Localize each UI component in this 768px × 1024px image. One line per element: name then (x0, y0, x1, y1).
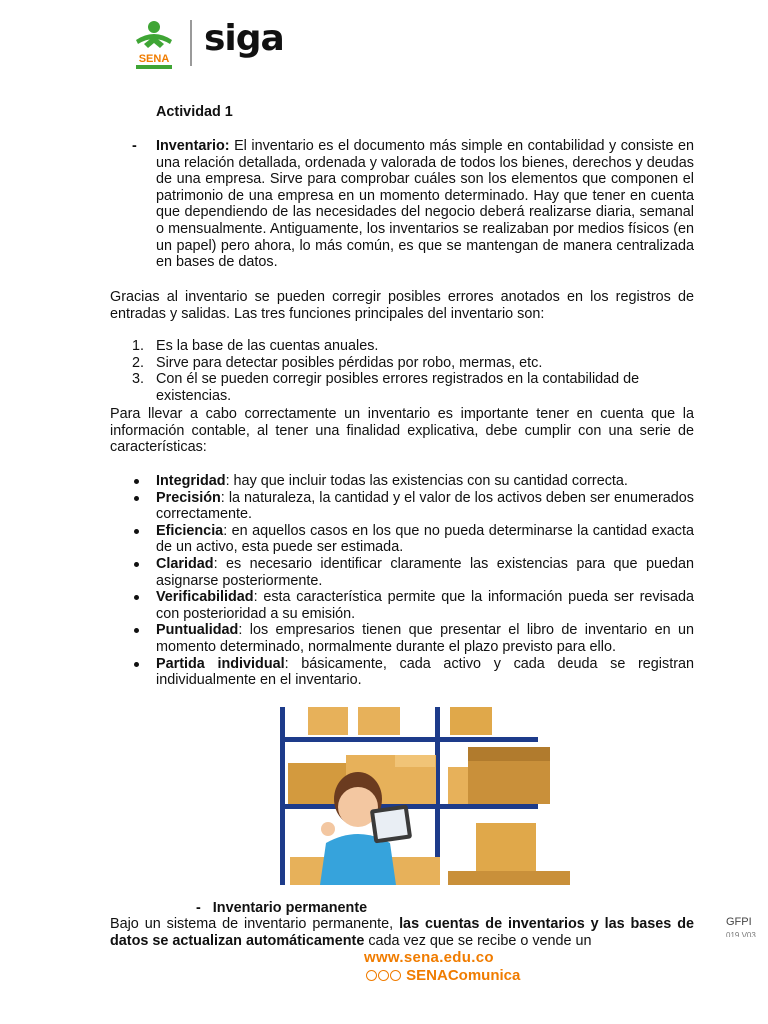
list-item (110, 656, 694, 689)
header (40, 14, 370, 72)
list-number: 3. (132, 371, 145, 388)
characteristic-text: : la naturaleza, la cantidad y el valor de los activos deben ser enumerados correctamente. (156, 489, 694, 523)
characteristic-text: : hay que incluir todas las existencias con su cantidad correcta. (225, 473, 628, 489)
facebook-icon (378, 970, 389, 981)
functions-list (110, 338, 694, 404)
logo-divider (190, 20, 192, 66)
characteristics-list (110, 473, 694, 689)
characteristic-text: : en aquellos casos en los que no pueda determinarse la cantidad exacta de un activo, esta puede ser estimada. (156, 522, 694, 556)
list-item (110, 589, 694, 622)
twitter-icon (366, 970, 377, 981)
siga-logo: siga (204, 18, 284, 59)
inventario-paragraph (156, 138, 694, 271)
sena-logo-text: SENA (138, 53, 170, 65)
inventario-term: Inventario: (156, 138, 230, 154)
characteristic-text: : esta característica permite que la información pueda ser revisada con posterioridad a su emisión. (156, 589, 694, 622)
list-item (110, 490, 694, 523)
list-item (110, 355, 694, 372)
functions-paragraph: Gracias al inventario se pueden corregir posibles errores anotados en los registros de entradas y salidas. Las tres funciones principales del inventario son: (110, 289, 694, 322)
inventario-definition: El inventario es el documento más simple en contabilidad y consiste en una relación detallada, ordenada y valorada de todos los bienes, derechos y deudas de una empresa. Sirve para comprobar cuáles son los elementos que componen el patrimonio de una empresa en un momento determinado. Hay que tener en cuenta que dependiendo de las necesidades del negocio deberá realizarse diaria, semanal o mensualmente. Antiguamente, los inventarios se realizaban por medios físicos (en un papel) pero ahora, lo más común, es que se mantengan de manera centralizada en bases de datos. (156, 138, 694, 271)
characteristic-term: Eficiencia (156, 522, 224, 539)
permanente-heading-row (196, 900, 367, 917)
characteristic-term: Claridad (156, 555, 214, 572)
bullet-icon (134, 595, 139, 600)
permanente-bold: las cuentas de inventarios y las bases de datos se actualizan automáticamente (110, 916, 694, 949)
bullet-icon (134, 662, 139, 667)
bullet-icon (134, 529, 139, 534)
list-item (110, 338, 694, 355)
permanente-rest: cada vez que se recibe o vende un (364, 932, 592, 949)
list-item (110, 523, 694, 556)
list-text: Sirve para detectar posibles pérdidas por robo, mermas, etc. (156, 354, 543, 371)
dash-marker: - (132, 138, 137, 154)
characteristic-text: : básicamente, cada activo y cada deuda se registran individualmente en el inventario. (156, 655, 694, 689)
dash-marker: - (196, 900, 201, 916)
warehouse-illustration (280, 707, 572, 885)
instagram-icon (390, 970, 401, 981)
characteristic-term: Puntualidad (156, 622, 239, 639)
list-number: 2. (132, 354, 145, 371)
footer-social-handle: SENAComunica (406, 967, 521, 984)
list-text: Es la base de las cuentas anuales. (156, 338, 379, 354)
characteristic-term: Precisión (156, 489, 221, 506)
list-item (110, 371, 694, 404)
bullet-icon (134, 562, 139, 567)
footer-code-version: 019 V03 (726, 931, 756, 937)
list-item (110, 556, 694, 589)
characteristic-term: Integridad (156, 473, 226, 489)
bullet-icon (134, 496, 139, 501)
list-number: 1. (132, 338, 145, 354)
characteristics-paragraph: Para llevar a cabo correctamente un inventario es importante tener en cuenta que la información contable, al tener una finalidad explicativa, debe cumplir con una serie de características: (110, 406, 694, 456)
sena-logo (130, 18, 178, 70)
characteristic-text: : es necesario identificar claramente las existencias para que puedan asignarse posteriormente. (156, 555, 694, 589)
characteristic-text: : los empresarios tienen que presentar el libro de inventario en un momento determinado, normalmente durante el plazo previsto para ello. (156, 622, 694, 655)
list-item (110, 622, 694, 655)
permanente-intro: Bajo un sistema de inventario permanente, (110, 916, 400, 932)
list-item (110, 473, 694, 490)
footer-social (366, 967, 520, 984)
inventario-item (110, 138, 694, 271)
activity-title: Actividad 1 (156, 104, 233, 120)
bullet-icon (134, 479, 139, 484)
footer-website: www.sena.edu.co (364, 949, 494, 966)
list-text: Con él se pueden corregir posibles errores registrados en la contabilidad de existencias. (156, 371, 640, 404)
characteristic-term: Verificabilidad (156, 589, 254, 606)
permanente-heading: Inventario permanente (212, 900, 368, 916)
footer-code: GFPI (726, 916, 752, 928)
permanente-paragraph (110, 916, 694, 949)
bullet-icon (134, 628, 139, 633)
characteristic-term: Partida individual (156, 655, 285, 672)
